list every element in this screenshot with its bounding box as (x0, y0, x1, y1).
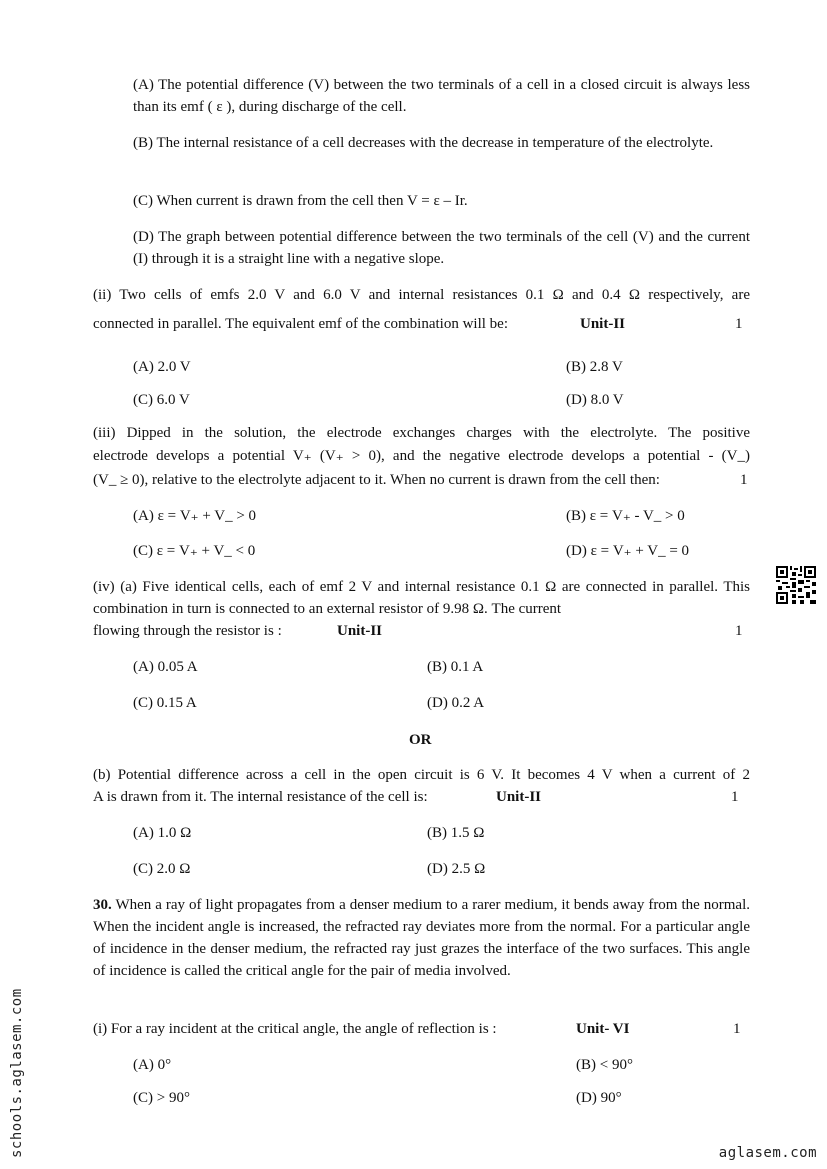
q-iii-option-d: (D) ε = V₊ + V_ = 0 (566, 543, 690, 559)
q30-i-text: (i) For a ray incident at the critical angle, the angle of reflection is : (93, 1021, 497, 1037)
q-iii-text-line3: (V_ ≥ 0), relative to the electrolyte adjacent to it. When no current is drawn from the cell then: (93, 472, 660, 488)
q-iv-b-text-line2: A is drawn from it. The internal resistance of the cell is: (93, 789, 428, 805)
prev-option-d: (D) The graph between potential difference between the two terminals of the cell (V) and the current (I) through it is a straight line with a negative slope. (133, 229, 750, 267)
q-iii-text-line1: (iii) Dipped in the solution, the electrode exchanges charges with the electrolyte. The positive (93, 425, 750, 441)
prev-option-a: (A) The potential difference (V) between the two terminals of a cell in a closed circuit is always less than its emf ( ε ), during discharge of the cell. (133, 77, 750, 115)
q-iv-b-marks: 1 (731, 789, 739, 805)
q-iv-a-option-d: (D) 0.2 A (427, 695, 485, 711)
q-iv-a-option-b: (B) 0.1 A (427, 659, 484, 675)
q30-i-option-d: (D) 90° (576, 1090, 622, 1106)
q30-i-option-c: (C) > 90° (133, 1090, 190, 1106)
q30-paragraph (93, 894, 750, 982)
q30-text: When a ray of light propagates from a denser medium to a rarer medium, it bends away from the normal. When the incident angle is increased, the refracted ray deviates more from the normal. For a particular angle of incidence in the denser medium, the refracted ray just grazes the interface of the two surfaces. This angle of incidence is called the critical angle for the pair of media involved. (93, 897, 750, 979)
q30-number: 30. (93, 897, 112, 913)
q-ii-text-line2: connected in parallel. The equivalent emf of the combination will be: (93, 316, 508, 332)
prev-option-c: (C) When current is drawn from the cell then V = ε – Ir. (133, 193, 468, 209)
q-ii-option-d: (D) 8.0 V (566, 392, 624, 408)
side-watermark: schools.aglasem.com (9, 988, 25, 1158)
q-iv-b-text-line1: (b) Potential difference across a cell in the open circuit is 6 V. It becomes 4 V when a current of 2 (93, 767, 750, 783)
q-iv-b-unit: Unit-II (496, 789, 542, 805)
qr-code-icon (776, 566, 816, 604)
q-iv-a-marks: 1 (735, 623, 743, 639)
q-iii-marks: 1 (740, 472, 748, 488)
q-iv-a-option-c: (C) 0.15 A (133, 695, 197, 711)
q-iv-a-option-a: (A) 0.05 A (133, 659, 198, 675)
prev-option-b: (B) The internal resistance of a cell decreases with the decrease in temperature of the electrolyte. (133, 135, 714, 151)
footer-watermark: aglasem.com (718, 1145, 817, 1161)
q-iv-b-option-d: (D) 2.5 Ω (427, 861, 486, 877)
q-iv-a-text-line3: flowing through the resistor is : (93, 623, 282, 639)
q30-i-option-b: (B) < 90° (576, 1057, 633, 1073)
q-ii-marks: 1 (735, 316, 743, 332)
q30-i-unit: Unit- VI (576, 1021, 630, 1037)
q-ii-unit: Unit-II (580, 316, 626, 332)
q-iii-text-line2: electrode develops a potential V₊ (V₊ > 0), and the negative electrode develops a potential - (V_) (93, 448, 750, 464)
q-iv-b-option-b: (B) 1.5 Ω (427, 825, 485, 841)
q30-i-option-a: (A) 0° (133, 1057, 172, 1073)
q-iv-a-unit: Unit-II (337, 623, 383, 639)
q-iv-a-text: (iv) (a) Five identical cells, each of emf 2 V and internal resistance 0.1 Ω are connected in parallel. This combination in turn is connected to an external resistor of 9.98 Ω. The current (93, 579, 750, 617)
q30-i-marks: 1 (733, 1021, 741, 1037)
q-ii-option-b: (B) 2.8 V (566, 359, 623, 375)
q-iii-option-c: (C) ε = V₊ + V_ < 0 (133, 543, 256, 559)
q-iii-option-b: (B) ε = V₊ - V_ > 0 (566, 508, 685, 524)
q-iv-b-option-c: (C) 2.0 Ω (133, 861, 191, 877)
q-iii-option-a: (A) ε = V₊ + V_ > 0 (133, 508, 257, 524)
q-iv-b-option-a: (A) 1.0 Ω (133, 825, 192, 841)
q-ii-option-c: (C) 6.0 V (133, 392, 190, 408)
q-ii-text-line1: (ii) Two cells of emfs 2.0 V and 6.0 V and internal resistances 0.1 Ω and 0.4 Ω respectively, are (93, 287, 750, 303)
or-separator: OR (409, 732, 432, 748)
q-ii-option-a: (A) 2.0 V (133, 359, 191, 375)
